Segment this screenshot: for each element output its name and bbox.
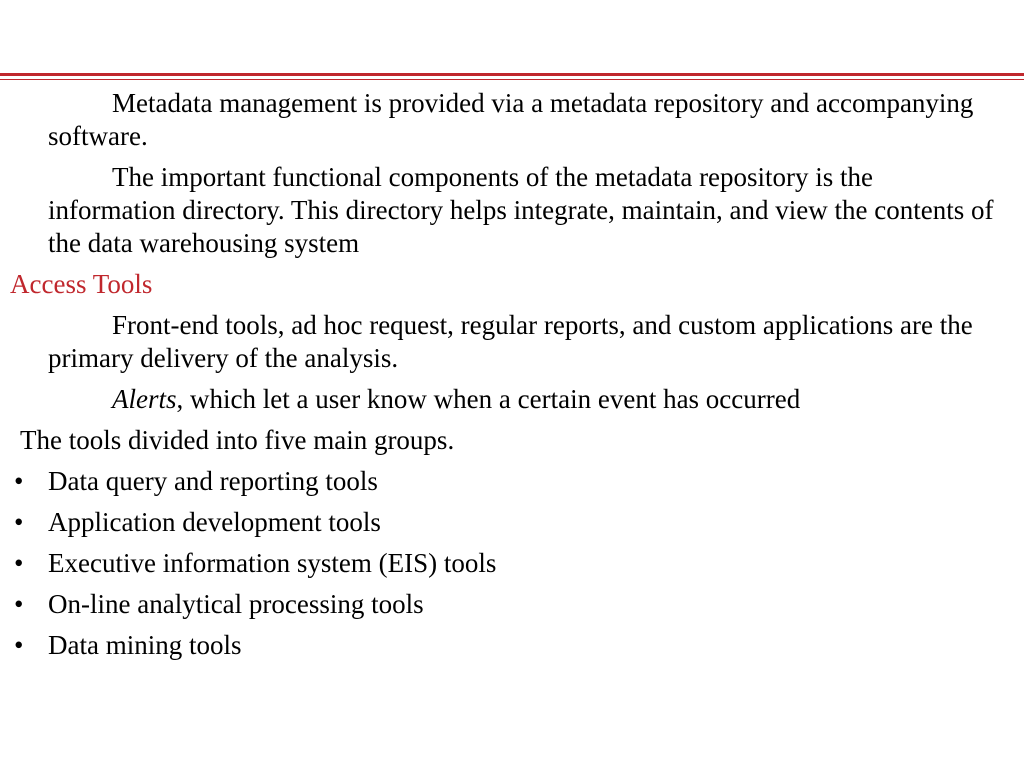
bullet-icon: • xyxy=(14,548,24,578)
list-item xyxy=(14,588,1024,621)
bullet-icon: • xyxy=(14,507,24,537)
alerts-description: , which let a user know when a certain event has occurred xyxy=(176,384,801,414)
list-item xyxy=(14,465,1024,498)
list-item-label: On-line analytical processing tools xyxy=(48,589,424,619)
bullet-icon: • xyxy=(14,589,24,619)
list-item xyxy=(14,629,1024,662)
slide-body xyxy=(0,87,1024,670)
list-item-label: Data mining tools xyxy=(48,630,242,660)
list-item-label: Application development tools xyxy=(48,507,381,537)
bullet-icon: • xyxy=(14,630,24,660)
access-tools-heading: Access Tools xyxy=(10,269,153,299)
tool-groups-list xyxy=(0,465,1024,662)
groups-intro: The tools divided into five main groups. xyxy=(20,425,455,455)
information-directory-paragraph: The important functional components of the metadata repository is the information directory. This directory helps integrate, maintain, and view the contents of the data warehousing system xyxy=(48,162,994,258)
bullet-icon: • xyxy=(14,466,24,496)
list-item-label: Data query and reporting tools xyxy=(48,466,378,496)
front-end-tools-paragraph: Front-end tools, ad hoc request, regular reports, and custom applications are the primary delivery of the analysis. xyxy=(48,310,973,373)
top-rule-thin xyxy=(0,79,1024,80)
list-item xyxy=(14,547,1024,580)
top-rule-thick xyxy=(0,73,1024,76)
metadata-paragraph: Metadata management is provided via a metadata repository and accompanying software. xyxy=(48,88,974,151)
alerts-term: Alerts xyxy=(112,384,177,414)
alerts-paragraph xyxy=(48,383,1024,416)
list-item xyxy=(14,506,1024,539)
list-item-label: Executive information system (EIS) tools xyxy=(48,548,497,578)
